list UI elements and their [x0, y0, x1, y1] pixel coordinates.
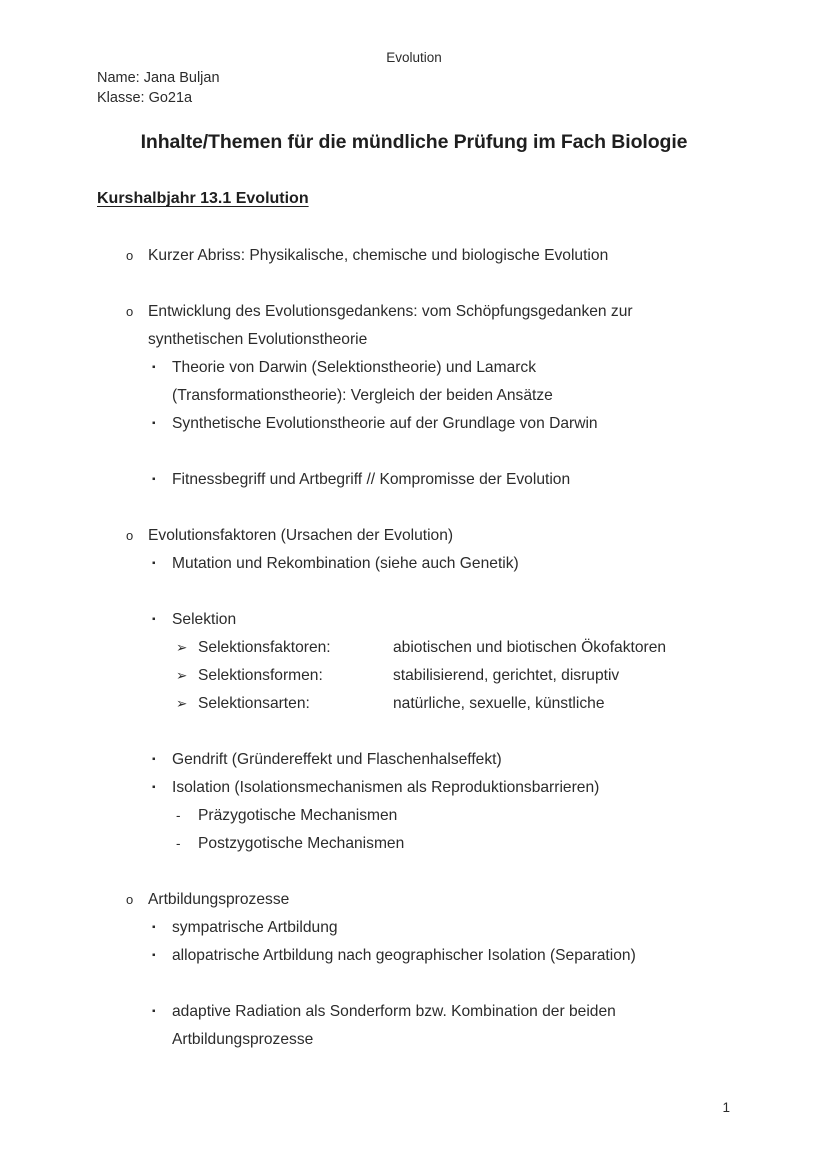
bullet-square-icon: ▪	[152, 754, 156, 765]
section-heading: Kurshalbjahr 13.1 Evolution	[97, 190, 309, 207]
list-item	[176, 802, 714, 830]
bullet-circle-icon: o	[126, 304, 134, 319]
list-item-label: sympatrische Artbildung	[172, 919, 338, 936]
list-item-label: Synthetische Evolutionstheorie auf der Grundlage von Darwin	[172, 415, 598, 432]
list-item-label: allopatrische Artbildung nach geographischer Isolation (Separation)	[172, 947, 636, 964]
author-meta-block	[97, 68, 220, 108]
spacer	[0, 718, 828, 746]
list-item	[176, 662, 714, 690]
list-item-label: Fitnessbegriff und Artbegriff // Kompromisse der Evolution	[172, 471, 571, 488]
list-item-label: Entwicklung des Evolutionsgedankens: vom Schöpfungsgedanken zur synthetischen Evolutionstheorie	[148, 303, 633, 348]
list-item-label: Isolation (Isolationsmechanismen als Reproduktionsbarrieren)	[172, 779, 600, 796]
bullet-square-icon: ▪	[152, 1006, 156, 1017]
list-item	[126, 522, 714, 550]
list-item-label: Gendrift (Gründereffekt und Flaschenhalseffekt)	[172, 751, 502, 768]
page-title: Inhalte/Themen für die mündliche Prüfung im Fach Biologie	[140, 131, 688, 153]
bullet-square-icon: ▪	[152, 922, 156, 933]
bullet-arrow-icon: ➢	[176, 668, 188, 683]
list-item	[152, 942, 712, 970]
list-item-label: Selektion	[172, 611, 237, 628]
list-item-label: Artbildungsprozesse	[148, 891, 290, 908]
list-item-label: Mutation und Rekombination (siehe auch Genetik)	[172, 555, 519, 572]
bullet-arrow-icon: ➢	[176, 640, 188, 655]
spacer	[0, 270, 828, 298]
bullet-dash-icon: -	[176, 836, 181, 851]
selection-term: Selektionsarten:	[198, 695, 310, 712]
list-item	[152, 466, 712, 494]
list-item-label: Postzygotische Mechanismen	[198, 835, 405, 852]
bullet-square-icon: ▪	[152, 950, 156, 961]
bullet-square-icon: ▪	[152, 418, 156, 429]
selection-term: Selektionsformen:	[198, 667, 323, 684]
list-item	[152, 914, 712, 942]
bullet-circle-icon: o	[126, 892, 134, 907]
bullet-circle-icon: o	[126, 248, 134, 263]
list-item	[126, 886, 714, 914]
bullet-arrow-icon: ➢	[176, 696, 188, 711]
selection-definition: stabilisierend, gerichtet, disruptiv	[393, 667, 620, 684]
spacer	[0, 858, 828, 886]
list-item-label	[198, 690, 714, 718]
list-item	[152, 774, 712, 802]
spacer	[0, 578, 828, 606]
author-name-line: Name: Jana Buljan	[97, 70, 220, 86]
spacer	[0, 438, 828, 466]
list-item	[176, 690, 714, 718]
bullet-square-icon: ▪	[152, 614, 156, 625]
list-item	[152, 746, 712, 774]
bullet-circle-icon: o	[126, 528, 134, 543]
bullet-square-icon: ▪	[152, 558, 156, 569]
running-head: Evolution	[386, 50, 442, 65]
list-item-label: Evolutionsfaktoren (Ursachen der Evolution)	[148, 527, 454, 544]
list-item	[152, 550, 712, 578]
selection-definition: natürliche, sexuelle, künstliche	[393, 695, 605, 712]
author-class-line: Klasse: Go21a	[97, 90, 193, 106]
bullet-square-icon: ▪	[152, 362, 156, 373]
list-item	[152, 998, 712, 1054]
bullet-square-icon: ▪	[152, 474, 156, 485]
selection-term: Selektionsfaktoren:	[198, 639, 331, 656]
list-item	[152, 606, 712, 634]
list-item-label: Kurzer Abriss: Physikalische, chemische und biologische Evolution	[148, 247, 609, 264]
list-item-label	[198, 662, 714, 690]
bullet-dash-icon: -	[176, 808, 181, 823]
list-item	[176, 830, 714, 858]
list-item-label	[198, 634, 714, 662]
outline-list	[0, 242, 828, 1054]
list-item-label: Theorie von Darwin (Selektionstheorie) und Lamarck (Transformationstheorie): Vergleich der beiden Ansätze	[172, 359, 553, 404]
list-item	[126, 298, 714, 354]
list-item	[126, 242, 714, 270]
list-item	[152, 354, 712, 410]
list-item	[152, 410, 712, 438]
list-item-label: adaptive Radiation als Sonderform bzw. Kombination der beiden Artbildungsprozesse	[172, 1003, 616, 1048]
list-item	[176, 634, 714, 662]
spacer	[0, 494, 828, 522]
spacer	[0, 970, 828, 998]
bullet-square-icon: ▪	[152, 782, 156, 793]
page-number: 1	[722, 1100, 730, 1115]
selection-definition: abiotischen und biotischen Ökofaktoren	[393, 639, 667, 656]
list-item-label: Präzygotische Mechanismen	[198, 807, 398, 824]
